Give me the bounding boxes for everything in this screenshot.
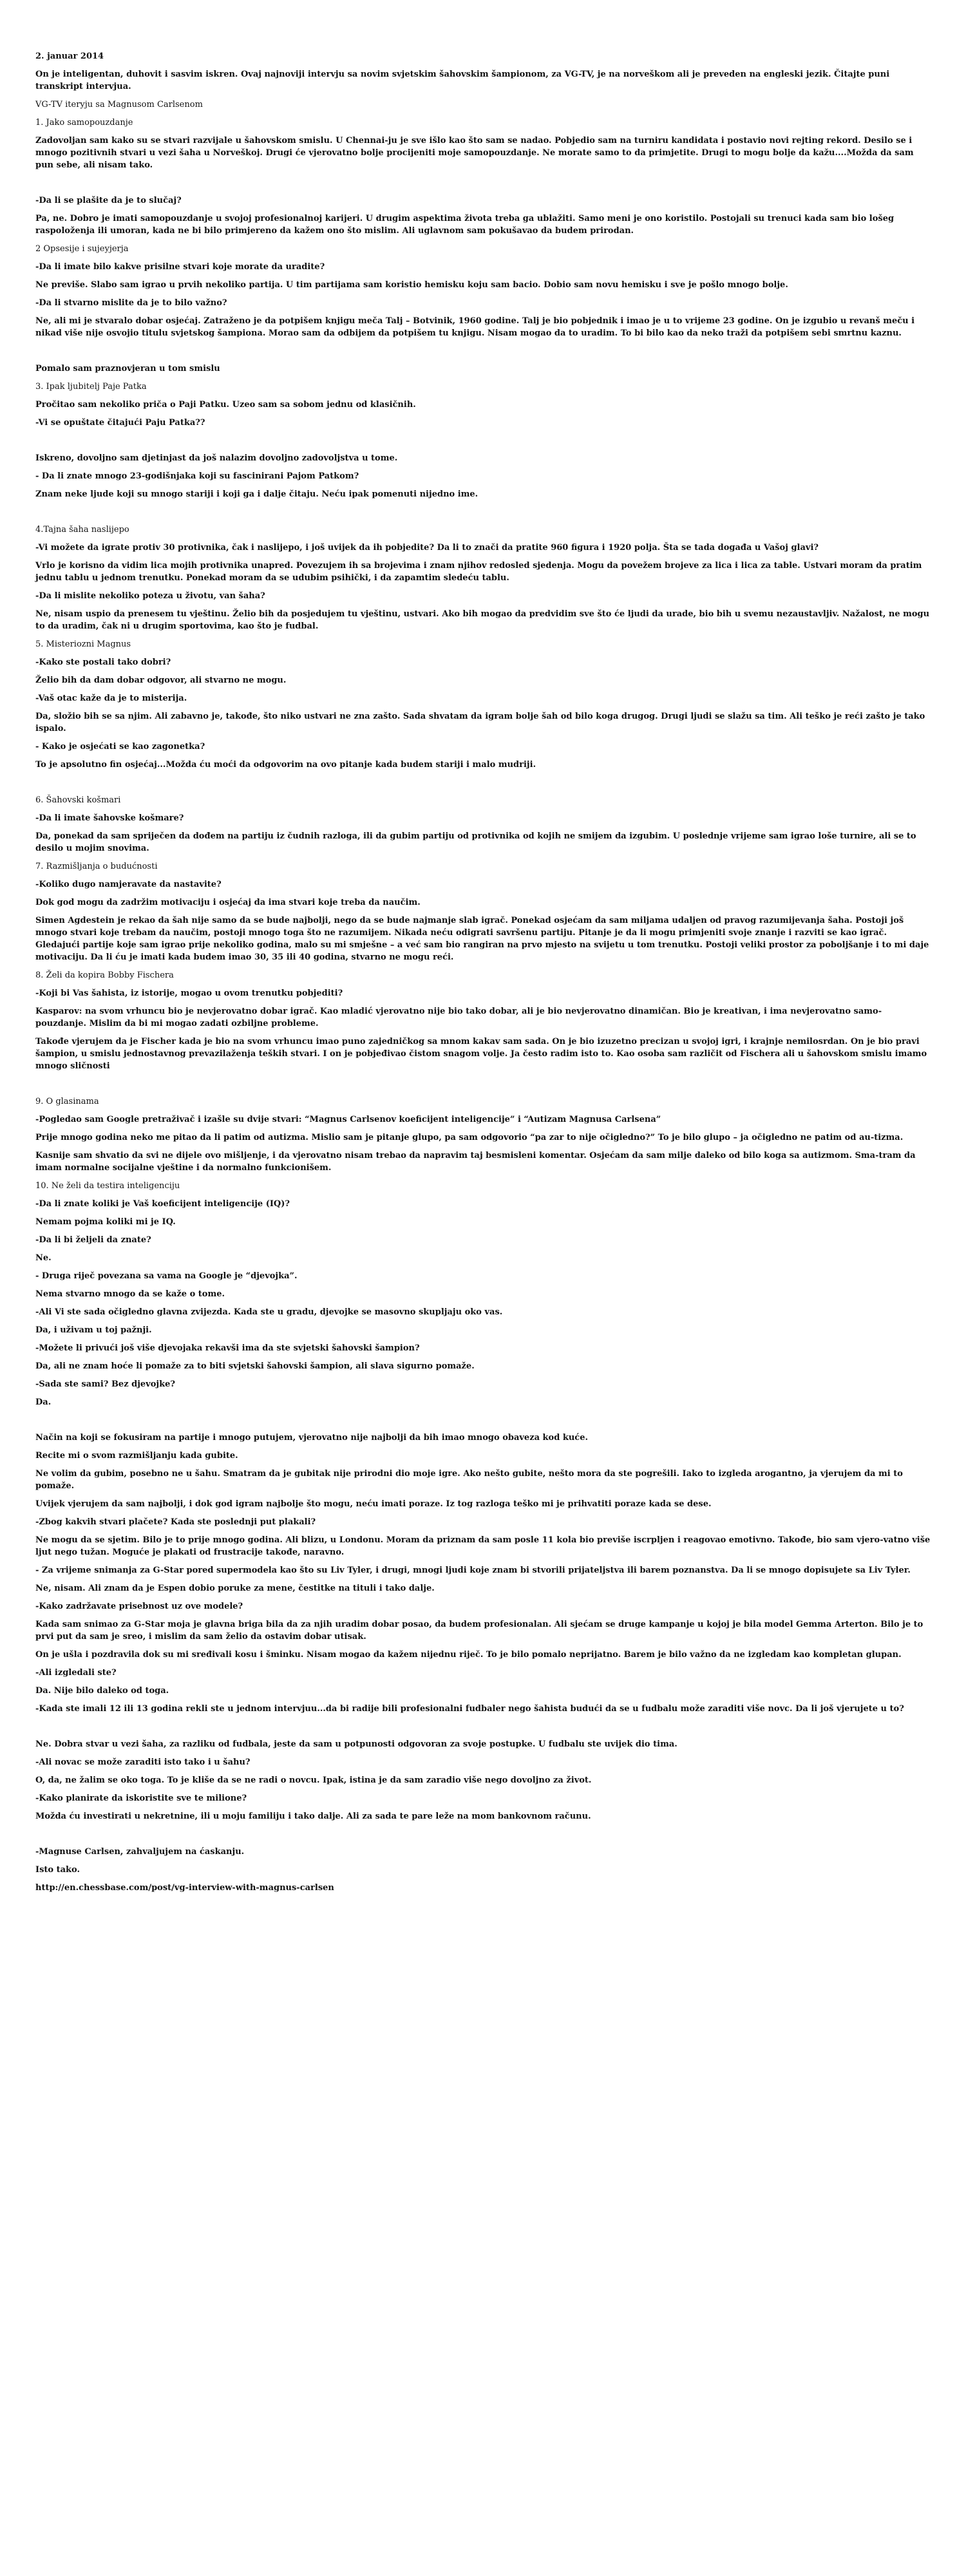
paragraph: - Druga riječ povezana sa vama na Google je “djevojka”. [35,1271,298,1281]
paragraph: -Da li mislite nekoliko poteza u životu, van šaha? [35,591,265,601]
paragraph: -Da li se plašite da je to slučaj? [35,196,182,205]
paragraph: 9. O glasinama [35,1097,99,1106]
paragraph: -Sada ste sami? Bez djevojke? [35,1379,176,1389]
paragraph: -Koliko dugo namjeravate da nastavite? [35,880,222,889]
paragraph: Znam neke ljude koji su mnogo stariji i koji ga i dalje čitaju. Neću ipak pomenuti nijedno ime. [35,489,478,499]
paragraph: -Ali novac se može zaraditi isto tako i u šahu? [35,1757,251,1767]
paragraph: Prije mnogo godina neko me pitao da li patim od autizma. Mislio sam je pitanje glupo, pa sam odgovorio “pa zar to nije očigledno?” To je bilo glupo – ja očigledno ne patim od au-tizma. [35,1133,904,1142]
paragraph: Da. [35,1397,52,1407]
paragraph: -Kako planirate da iskoristite sve te milione? [35,1794,247,1803]
paragraph: -Da li imate bilo kakve prisilne stvari koje morate da uradite? [35,262,325,272]
paragraph: Zadovoljan sam kako su se stvari razvijale u šahovskom smislu. U Chennai-ju je sve išlo kao što sam se nadao. Pobjedio sam na turniru kandidata i postavio novi rejting rekord. Desilo se i mnogo pozitivnih stvari u vezi šaha u Norveškoj. Drugi će vjerovatno bolje procijeniti moje samopouzdanje. Ne morate samo to da primjetite. Drugi to mogu bolje da kažu....Možda da sam pun sebe, ali nisam tako. [35,136,914,170]
paragraph: Kada sam snimao za G-Star moja je glavna briga bila da za njih uradim dobar posao, da budem profesionalan. Ali sjećam se druge kampanje u kojoj je bila model Gemma Arterton. Bilo je to prvi put da sam je sreo, i mislim da sam želio da ostavim dobar utisak. [35,1620,923,1642]
paragraph: - Za vrijeme snimanja za G-Star pored supermodela kao što su Liv Tyler, i drugi, mnogi ljudi koje znam bi stvorili prijateljstva ili barem poznanstva. Da li se mnogo dopisujete sa Liv Tyler. [35,1566,911,1575]
paragraph: Ne. Dobra stvar u vezi šaha, za razliku od fudbala, jeste da sam u potpunosti odgovoran za svoje postupke. U fudbalu ste uvijek dio tima. [35,1739,677,1749]
paragraph: Pročitao sam nekoliko priča o Paji Patku. Uzeo sam sa sobom jednu od klasičnih. [35,400,416,410]
paragraph: -Magnuse Carlsen, zahvaljujem na ćaskanju. [35,1847,245,1857]
paragraph: Kasnije sam shvatio da svi ne dijele ovo mišljenje, i da vjerovatno nisam trebao da napravim taj besmisleni komentar. Osjećam da sam milje daleko od bilo koga sa autizmom. Sma-tram da imam normalne socijalne vještine i da normalno funkcionišem. [35,1151,916,1173]
paragraph: Takođe vjerujem da je Fischer kada je bio na svom vrhuncu imao puno zajedničkog sa mnom kakav sam sada. On je bio izuzetno precizan u svojoj igri, i krajnje nemilosrdan. On je bio pravi šampion, u smislu jednostavnog prevazilaženja teških stvari. I on je pobjeđivao čistom snagom volje. Ja često radim isto to. Kao osoba sam različit od Fischera ali u šahovskom smislu imamo mnogo sličnosti [35,1037,927,1071]
article-body [35,50,931,1900]
paragraph: Da. Nije bilo daleko od toga. [35,1686,169,1696]
source-link[interactable]: http://en.chessbase.com/post/vg-interview-with-magnus-carlsen [35,1883,334,1893]
paragraph: -Ali Vi ste sada očigledno glavna zvijezda. Kada ste u gradu, djevojke se masovno skupljaju oko vas. [35,1307,503,1317]
paragraph: Kasparov: na svom vrhuncu bio je nevjerovatno dobar igrač. Kao mladić vjerovatno nije bio tako dobar, ali je bio nevjerovatno dinamičan. Bio je kreativan, i ima nevjerovatno samo-pouzdanje. Mislim da bi mi mogao zadati ozbiljne probleme. [35,1007,882,1028]
paragraph: Recite mi o svom razmišljanju kada gubite. [35,1451,238,1461]
paragraph: O, da, ne žalim se oko toga. To je kliše da se ne radi o novcu. Ipak, istina je da sam zaradio više nego dovoljno za život. [35,1776,592,1785]
paragraph: -Možete li privući još više djevojaka rekavši ima da ste svjetski šahovski šampion? [35,1343,420,1353]
paragraph: 8. Želi da kopira Bobby Fischera [35,971,174,980]
paragraph: Da, složio bih se sa njim. Ali zabavno je, takođe, što niko ustvari ne zna zašto. Sada shvatam da igram bolje šah od bilo koga drugog. Drugi ljudi se slažu sa tim. Ali teško je reći zašto je tako ispalo. [35,712,925,734]
paragraph: Ne, nisam uspio da prenesem tu vještinu. Želio bih da posjedujem tu vještinu, ustvari. Ako bih mogao da predvidim sve što će ljudi da urade, bio bih u svemu nezaustavljiv. Nažalost, ne mogu to da uradim, čak ni u drugim sportovima, kao što je fudbal. [35,609,930,631]
paragraph: - Da li znate mnogo 23-godišnjaka koji su fascinirani Pajom Patkom? [35,471,359,481]
paragraph: Pa, ne. Dobro je imati samopouzdanje u svojoj profesionalnoj karijeri. U drugim aspektima života treba ga ublažiti. Samo meni je ono koristilo. Postojali su trenuci kada sam bio lošeg raspoloženja ili umoran, kada ne bi bilo primjereno da kažem ono što mislim. Ali uglavnom sam pokušavao da budem prirodan. [35,214,895,236]
paragraph: -Kada ste imali 12 ili 13 godina rekli ste u jednom intervjuu...da bi radije bili profesionalni fudbaler nego šahista budući da se u fudbalu može zaraditi više novc. Da li još vjerujete u to? [35,1704,904,1714]
paragraph: Možda ću investirati u nekretnine, ili u moju familiju i tako dalje. Ali za sada te pare leže na mom bankovnom računu. [35,1812,591,1821]
paragraph: Ne, ali mi je stvaralo dobar osjećaj. Zatraženo je da potpišem knjigu meča Talj – Botvinik, 1960 godine. Talj je bio pobjednik i imao je u to vrijeme 23 godine. On je izgubio u revanš meču i nikad više nije osvojio titulu svjetskog šampiona. Morao sam da odbijem da potpišem tu knjigu. Nisam mogao da to uradim. To bi bilo kao da neko traži da potpišem sebi smrtnu kaznu. [35,316,915,338]
paragraph: 2. januar 2014 [35,52,104,61]
paragraph: -Pogledao sam Google pretraživač i izašle su dvije stvari: “Magnus Carlsenov koeficijent inteligencije” i “Autizam Magnusa Carlsena” [35,1115,661,1124]
paragraph: Da, ali ne znam hoće li pomaže za to biti svjetski šahovski šampion, ali slava sigurno pomaže. [35,1361,475,1371]
paragraph: 6. Šahovski košmari [35,795,121,805]
paragraph: -Da li bi željeli da znate? [35,1235,151,1245]
paragraph: 2 Opsesije i sujeyjerja [35,244,129,254]
paragraph: -Kako zadržavate prisebnost uz ove modele? [35,1602,243,1611]
paragraph: 4.Tajna šaha naslijepo [35,525,129,535]
paragraph: -Ali izgledali ste? [35,1668,117,1678]
paragraph: - Kako je osjećati se kao zagonetka? [35,742,205,752]
paragraph: 7. Razmišljanja o budućnosti [35,862,158,871]
paragraph: Ne volim da gubim, posebno ne u šahu. Smatram da je gubitak nije prirodni dio moje igre. Ako nešto gubite, nešto mora da ste pogrešili. Iako to izgleda arogantno, ja vjerujem da mi to pomaže. [35,1469,903,1491]
paragraph: To je apsolutno fin osjećaj...Možda ću moći da odgovorim na ovo pitanje kada budem stariji i malo mudriji. [35,760,536,770]
paragraph: Želio bih da dam dobar odgovor, ali stvarno ne mogu. [35,676,287,685]
paragraph: Ne previše. Slabo sam igrao u prvih nekoliko partija. U tim partijama sam koristio hemisku koju sam bacio. Dobio sam novu hemisku i sve je pošlo mnogo bolje. [35,280,788,290]
paragraph: -Vaš otac kaže da je to misterija. [35,694,187,703]
paragraph: Nemam pojma koliki mi je IQ. [35,1217,176,1227]
paragraph: 3. Ipak ljubitelj Paje Patka [35,382,147,392]
paragraph: Ne, nisam. Ali znam da je Espen dobio poruke za mene, čestitke na tituli i tako dalje. [35,1584,435,1593]
paragraph: Da, i uživam u toj pažnji. [35,1325,152,1335]
paragraph: -Koji bi Vas šahista, iz istorije, mogao u ovom trenutku pobjediti? [35,989,343,998]
paragraph: -Da li imate šahovske košmare? [35,813,184,823]
paragraph: Simen Agdestein je rekao da šah nije samo da se bude najbolji, nego da se bude najmanje slab igrač. Ponekad osjećam da sam miljama udaljen od pravog razumijevanja šaha. Postoji još mnogo stvari koje trebam da naučim, postoji mnogo toga što ne razumijem. Nikada neću odigrati savršenu partiju. Pitanje je da li mogu primjeniti svoje znanje i razviti se kao igrač. Gledajući partije koje sam igrao prije nekoliko godina, malo su mi smješne – a već sam bio rangiran na prvo mjesto na svijetu u tom trenutku. Postoji veliki prostor za poboljšanje i to mi daje motivaciju. Da li ću je imati kada budem imao 30, 35 ili 40 godina, stvarno ne mogu reći. [35,916,929,962]
paragraph: Nema stvarno mnogo da se kaže o tome. [35,1289,225,1299]
paragraph: -Vi možete da igrate protiv 30 protivnika, čak i naslijepo, i još uvijek da ih pobjedite? Da li to znači da pratite 960 figura i 1920 polja. Šta se tada događa u Vašoj glavi? [35,543,819,553]
paragraph: Da, ponekad da sam spriječen da dođem na partiju iz čudnih razloga, ili da gubim partiju od protivnika od kojih ne smijem da izgubim. U poslednje vrijeme sam igrao loše turnire, ali se to desilo u mojim snovima. [35,831,916,853]
paragraph: -Vi se opuštate čitajući Paju Patka?? [35,418,205,428]
paragraph: -Da li stvarno mislite da je to bilo važno? [35,298,227,308]
paragraph: 1. Jako samopouzdanje [35,118,133,128]
paragraph: Uvijek vjerujem da sam najbolji, i dok god igram najbolje što mogu, neću imati poraze. Iz tog razloga teško mi je prihvatiti poraze kada se dese. [35,1499,712,1509]
paragraph: On je inteligentan, duhovit i sasvim iskren. Ovaj najnoviji intervju sa novim svjetskim šahovskim šampionom, za VG-TV, je na norveškom ali je preveden na engleski jezik. Čitajte puni transkript intervjua. [35,70,890,91]
paragraph: -Da li znate koliki je Vaš koeficijent inteligencije (IQ)? [35,1199,290,1209]
paragraph: -Kako ste postali tako dobri? [35,658,171,667]
paragraph: -Zbog kakvih stvari plačete? Kada ste poslednji put plakali? [35,1517,316,1527]
paragraph: Način na koji se fokusiram na partije i mnogo putujem, vjerovatno nije najbolji da bih imao mnogo obaveza kod kuće. [35,1433,588,1443]
paragraph: VG-TV iteryju sa Magnusom Carlsenom [35,100,203,109]
paragraph: Isto tako. [35,1865,80,1875]
paragraph: Dok god mogu da zadržim motivaciju i osjećaj da ima stvari koje treba da naučim. [35,898,421,907]
paragraph: Pomalo sam praznovjeran u tom smislu [35,364,220,374]
paragraph: Ne. [35,1253,52,1263]
paragraph: 5. Misteriozni Magnus [35,639,131,649]
paragraph: Vrlo je korisno da vidim lica mojih protivnika unapred. Povezujem ih sa brojevima i znam njihov redosled sjedenja. Mogu da povežem brojeve za lica i lica za table. Ustvari moram da pratim jednu tablu u jednom trenutku. Ponekad moram da se udubim psihički, i da zapamtim sledeću tablu. [35,561,922,583]
paragraph: Iskreno, dovoljno sam djetinjast da još nalazim dovoljno zadovoljstva u tome. [35,453,398,463]
paragraph: Ne mogu da se sjetim. Bilo je to prije mnogo godina. Ali blizu, u Londonu. Moram da priznam da sam posle 11 kola bio previše iscrpljen i reagovao emotivno. Takođe, bio sam vjero-vatno više ljut nego tužan. Moguće je plakati od frustracije takođe, naravno. [35,1535,931,1557]
paragraph: On je ušla i pozdravila dok su mi sređivali kosu i šminku. Nisam mogao da kažem nijednu riječ. To je bilo pomalo neprijatno. Barem je bilo važno da ne izgledam kao kompletan glupan. [35,1650,902,1660]
paragraph: 10. Ne želi da testira inteligenciju [35,1181,180,1191]
